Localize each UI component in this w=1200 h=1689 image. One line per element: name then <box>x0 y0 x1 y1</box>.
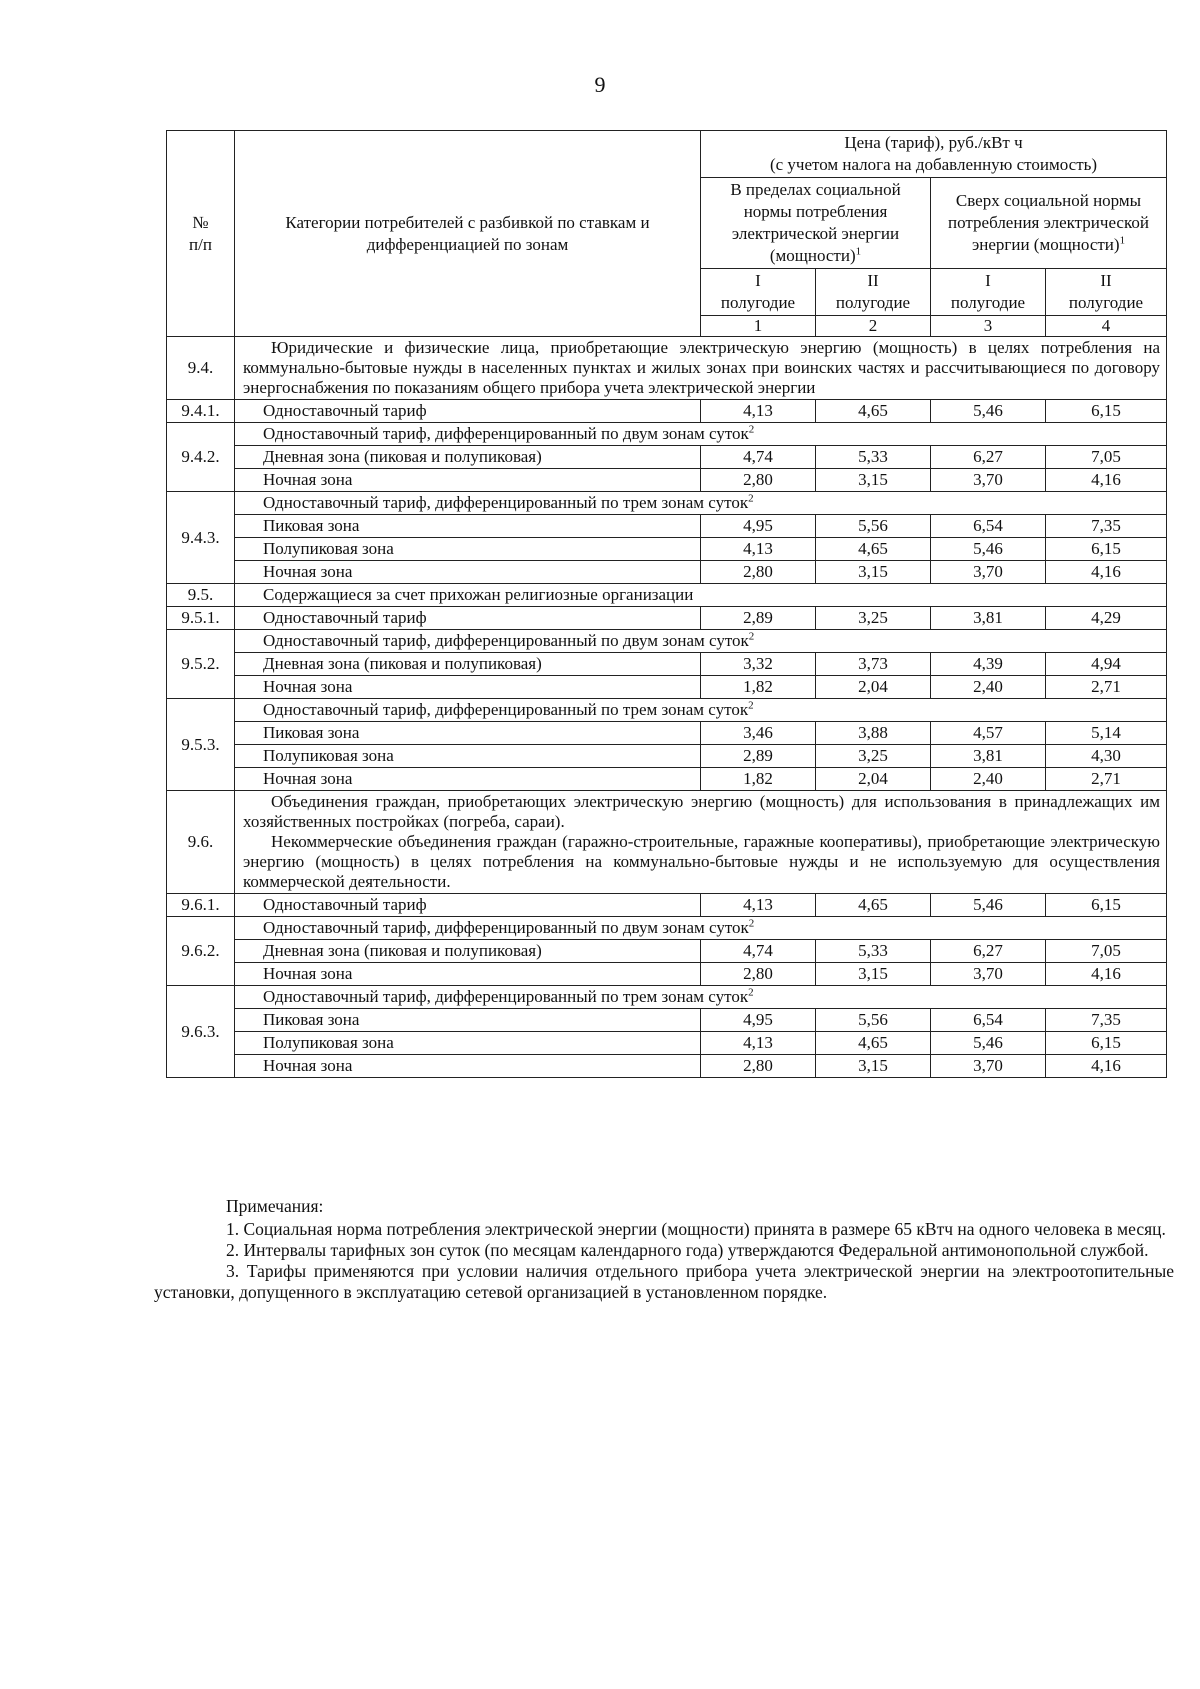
header-half-2 <box>1046 269 1167 316</box>
table-row <box>167 745 1167 768</box>
footnote-mark: 2 <box>748 986 754 999</box>
value-cell: 4,13 <box>701 538 816 561</box>
value-cell: 4,16 <box>1046 1055 1167 1078</box>
value-cell: 4,95 <box>701 1009 816 1032</box>
row-label: Ночная зона <box>235 768 701 791</box>
row-label: Ночная зона <box>235 561 701 584</box>
row-label: Одноставочный тариф <box>235 894 701 917</box>
value-cell: 3,32 <box>701 653 816 676</box>
value-cell: 5,46 <box>931 894 1046 917</box>
value-cell: 4,16 <box>1046 469 1167 492</box>
col-number: 3 <box>931 316 1046 337</box>
subsection-label <box>235 423 1167 446</box>
row-label: Пиковая зона <box>235 1009 701 1032</box>
subsection-row <box>167 986 1167 1009</box>
table-row <box>167 963 1167 986</box>
value-cell: 6,54 <box>931 1009 1046 1032</box>
value-cell: 7,05 <box>1046 940 1167 963</box>
value-cell: 6,27 <box>931 940 1046 963</box>
value-cell: 3,73 <box>816 653 931 676</box>
value-cell: 2,40 <box>931 768 1046 791</box>
value-cell: 6,27 <box>931 446 1046 469</box>
value-cell: 5,56 <box>816 1009 931 1032</box>
value-cell: 4,74 <box>701 940 816 963</box>
value-cell: 6,54 <box>931 515 1046 538</box>
table-row <box>167 538 1167 561</box>
table-row <box>167 1055 1167 1078</box>
table-row <box>167 446 1167 469</box>
row-label: Дневная зона (пиковая и полупиковая) <box>235 653 701 676</box>
notes <box>154 1196 1174 1303</box>
half-word: полугодие <box>835 293 911 312</box>
table-row <box>167 653 1167 676</box>
value-cell: 5,14 <box>1046 722 1167 745</box>
table-row <box>167 561 1167 584</box>
value-cell: 4,16 <box>1046 963 1167 986</box>
footnote-mark: 2 <box>748 423 755 436</box>
note-item: 3. Тарифы применяются при условии наличия отдельного прибора учета электрической энергии на электроотопительные установки, допущенного в эксплуатацию сетевой организацией в установленном порядке. <box>154 1261 1174 1302</box>
half-word: полугодие <box>720 293 796 312</box>
table-row <box>167 894 1167 917</box>
row-number: 9.5.2. <box>167 630 235 699</box>
subsection-label <box>235 630 1167 653</box>
value-cell: 3,46 <box>701 722 816 745</box>
table-row <box>167 722 1167 745</box>
value-cell: 3,88 <box>816 722 931 745</box>
subsection-label <box>235 492 1167 515</box>
section-description <box>235 337 1167 400</box>
page-number: 9 <box>594 72 606 97</box>
row-number: 9.4.1. <box>167 400 235 423</box>
value-cell: 4,29 <box>1046 607 1167 630</box>
value-cell: 4,65 <box>816 538 931 561</box>
value-cell: 4,95 <box>701 515 816 538</box>
table-row <box>167 768 1167 791</box>
tariff-table <box>166 130 1167 1078</box>
header-no-cell <box>167 131 235 337</box>
col-number: 2 <box>816 316 931 337</box>
header-half-2 <box>816 269 931 316</box>
row-label: Полупиковая зона <box>235 1032 701 1055</box>
half-roman: II <box>1100 271 1112 290</box>
header-no-sublabel: п/п <box>189 234 212 254</box>
row-label: Ночная зона <box>235 676 701 699</box>
subsection-row <box>167 699 1167 722</box>
value-cell: 5,46 <box>931 400 1046 423</box>
value-cell: 4,13 <box>701 1032 816 1055</box>
value-cell: 3,15 <box>816 963 931 986</box>
subsection-label-text: Одноставочный тариф, дифференцированный по трем зонам суток <box>263 493 749 512</box>
notes-title: Примечания: <box>226 1196 324 1216</box>
subsection-row <box>167 492 1167 515</box>
subsection-label-text: Одноставочный тариф, дифференцированный по двум зонам суток <box>263 918 749 937</box>
value-cell: 5,56 <box>816 515 931 538</box>
row-number: 9.4.3. <box>167 492 235 584</box>
value-cell: 3,81 <box>931 745 1046 768</box>
table-row <box>167 607 1167 630</box>
half-roman: I <box>985 271 991 290</box>
value-cell: 6,15 <box>1046 1032 1167 1055</box>
half-roman: II <box>867 271 879 290</box>
value-cell: 3,70 <box>931 1055 1046 1078</box>
footnote-mark: 2 <box>748 630 755 643</box>
value-cell: 3,81 <box>931 607 1046 630</box>
row-label: Ночная зона <box>235 469 701 492</box>
footnote-mark: 2 <box>748 699 754 712</box>
value-cell: 7,35 <box>1046 1009 1167 1032</box>
row-label: Одноставочный тариф <box>235 607 701 630</box>
value-cell: 2,80 <box>701 561 816 584</box>
col-number: 1 <box>701 316 816 337</box>
value-cell: 7,05 <box>1046 446 1167 469</box>
value-cell: 2,80 <box>701 1055 816 1078</box>
value-cell: 6,15 <box>1046 894 1167 917</box>
subsection-row <box>167 630 1167 653</box>
row-label: Полупиковая зона <box>235 538 701 561</box>
subsection-label-text: Одноставочный тариф, дифференцированный по двум зонам суток <box>263 424 749 443</box>
row-label: Пиковая зона <box>235 515 701 538</box>
row-label: Дневная зона (пиковая и полупиковая) <box>235 940 701 963</box>
value-cell: 3,25 <box>816 745 931 768</box>
subsection-label <box>235 986 1167 1009</box>
table-row <box>167 400 1167 423</box>
header-price-cell <box>701 131 1167 178</box>
row-number: 9.6.3. <box>167 986 235 1078</box>
row-number: 9.4. <box>167 337 235 400</box>
header-row-1 <box>167 131 1167 178</box>
value-cell: 4,57 <box>931 722 1046 745</box>
section-description: Содержащиеся за счет прихожан религиозные организации <box>235 584 1167 607</box>
value-cell: 2,71 <box>1046 676 1167 699</box>
section-description-text: Юридические и физические лица, приобретающие электрическую энергию (мощность) в целях потребления на коммунально-бытовые нужды в населенных пунктах и жилых зонах при воинских частях и рассчитывающиеся по договору энергоснабжения по показаниям общего прибора учета электрической энергии <box>243 338 1160 397</box>
value-cell: 5,46 <box>931 1032 1046 1055</box>
subsection-label <box>235 699 1167 722</box>
subsection-label <box>235 917 1167 940</box>
subsection-row <box>167 917 1167 940</box>
value-cell: 7,35 <box>1046 515 1167 538</box>
value-cell: 4,65 <box>816 1032 931 1055</box>
row-label: Ночная зона <box>235 963 701 986</box>
row-number: 9.4.2. <box>167 423 235 492</box>
value-cell: 2,71 <box>1046 768 1167 791</box>
value-cell: 3,25 <box>816 607 931 630</box>
value-cell: 1,82 <box>701 768 816 791</box>
value-cell: 1,82 <box>701 676 816 699</box>
value-cell: 6,15 <box>1046 538 1167 561</box>
table-row <box>167 515 1167 538</box>
value-cell: 5,33 <box>816 446 931 469</box>
footnote-mark: 2 <box>748 492 754 505</box>
section-description-text: Некоммерческие объединения граждан (гаражно-строительные, гаражные кооперативы), приобретающие электрическую энергию (мощность) в целях потребления на коммунально-бытовые нужды и не используемую для осуществления коммерческой деятельности. <box>243 832 1160 891</box>
row-label: Ночная зона <box>235 1055 701 1078</box>
value-cell: 3,70 <box>931 561 1046 584</box>
value-cell: 4,65 <box>816 400 931 423</box>
subsection-label-text: Одноставочный тариф, дифференцированный по трем зонам суток <box>263 987 749 1006</box>
header-price-subtitle: (с учетом налога на добавленную стоимость) <box>769 155 1098 174</box>
section-row <box>167 791 1167 894</box>
value-cell: 2,89 <box>701 745 816 768</box>
header-above-norm-text: Сверх социальной нормы потребления электрической энергии (мощности) <box>948 191 1149 254</box>
value-cell: 2,89 <box>701 607 816 630</box>
value-cell: 3,15 <box>816 561 931 584</box>
value-cell: 3,70 <box>931 963 1046 986</box>
table-row <box>167 469 1167 492</box>
note-item: 1. Социальная норма потребления электрической энергии (мощности) принята в размере 65 кВтч на одного человека в месяц. <box>226 1219 1166 1239</box>
value-cell: 3,15 <box>816 1055 931 1078</box>
value-cell: 4,94 <box>1046 653 1167 676</box>
row-number: 9.5. <box>167 584 235 607</box>
value-cell: 2,04 <box>816 676 931 699</box>
header-half-1 <box>931 269 1046 316</box>
row-label: Полупиковая зона <box>235 745 701 768</box>
footnote-mark: 2 <box>748 917 755 930</box>
section-description-text: Объединения граждан, приобретающих электрическую энергию (мощность) для использования в принадлежащих им хозяйственных постройках (погреба, сараи). <box>243 792 1160 831</box>
table-row <box>167 940 1167 963</box>
value-cell: 4,39 <box>931 653 1046 676</box>
section-description <box>235 791 1167 894</box>
value-cell: 3,15 <box>816 469 931 492</box>
section-row <box>167 584 1167 607</box>
value-cell: 6,15 <box>1046 400 1167 423</box>
section-row <box>167 337 1167 400</box>
row-number: 9.6. <box>167 791 235 894</box>
value-cell: 2,80 <box>701 963 816 986</box>
row-number: 9.5.1. <box>167 607 235 630</box>
header-no-label: № <box>192 212 209 232</box>
note-item: 2. Интервалы тарифных зон суток (по месяцам календарного года) утверждаются Федеральной антимонопольной службой. <box>226 1240 1149 1260</box>
value-cell: 4,65 <box>816 894 931 917</box>
row-number: 9.6.1. <box>167 894 235 917</box>
value-cell: 4,30 <box>1046 745 1167 768</box>
col-number: 4 <box>1046 316 1167 337</box>
half-word: полугодие <box>1068 293 1144 312</box>
row-number: 9.5.3. <box>167 699 235 791</box>
header-half-1 <box>701 269 816 316</box>
value-cell: 4,13 <box>701 894 816 917</box>
half-roman: I <box>755 271 761 290</box>
header-category: Категории потребителей с разбивкой по ставкам и дифференциацией по зонам <box>235 131 701 337</box>
value-cell: 5,46 <box>931 538 1046 561</box>
half-word: полугодие <box>950 293 1026 312</box>
value-cell: 4,16 <box>1046 561 1167 584</box>
table-row <box>167 1032 1167 1055</box>
subsection-label-text: Одноставочный тариф, дифференцированный по двум зонам суток <box>263 631 749 650</box>
value-cell: 4,74 <box>701 446 816 469</box>
value-cell: 5,33 <box>816 940 931 963</box>
row-label: Дневная зона (пиковая и полупиковая) <box>235 446 701 469</box>
row-label: Пиковая зона <box>235 722 701 745</box>
header-within-norm-text: В пределах социальной нормы потребления электрической энергии (мощности) <box>730 180 901 265</box>
footnote-mark: 1 <box>855 245 862 258</box>
header-price-title: Цена (тариф), руб./кВт ч <box>844 133 1023 152</box>
value-cell: 3,70 <box>931 469 1046 492</box>
subsection-row <box>167 423 1167 446</box>
value-cell: 4,13 <box>701 400 816 423</box>
value-cell: 2,40 <box>931 676 1046 699</box>
table-row <box>167 676 1167 699</box>
row-label: Одноставочный тариф <box>235 400 701 423</box>
header-above-norm <box>931 178 1167 269</box>
table-row <box>167 1009 1167 1032</box>
footnote-mark: 1 <box>1119 234 1126 247</box>
value-cell: 2,80 <box>701 469 816 492</box>
header-within-norm <box>701 178 931 269</box>
value-cell: 2,04 <box>816 768 931 791</box>
row-number: 9.6.2. <box>167 917 235 986</box>
subsection-label-text: Одноставочный тариф, дифференцированный по трем зонам суток <box>263 700 749 719</box>
